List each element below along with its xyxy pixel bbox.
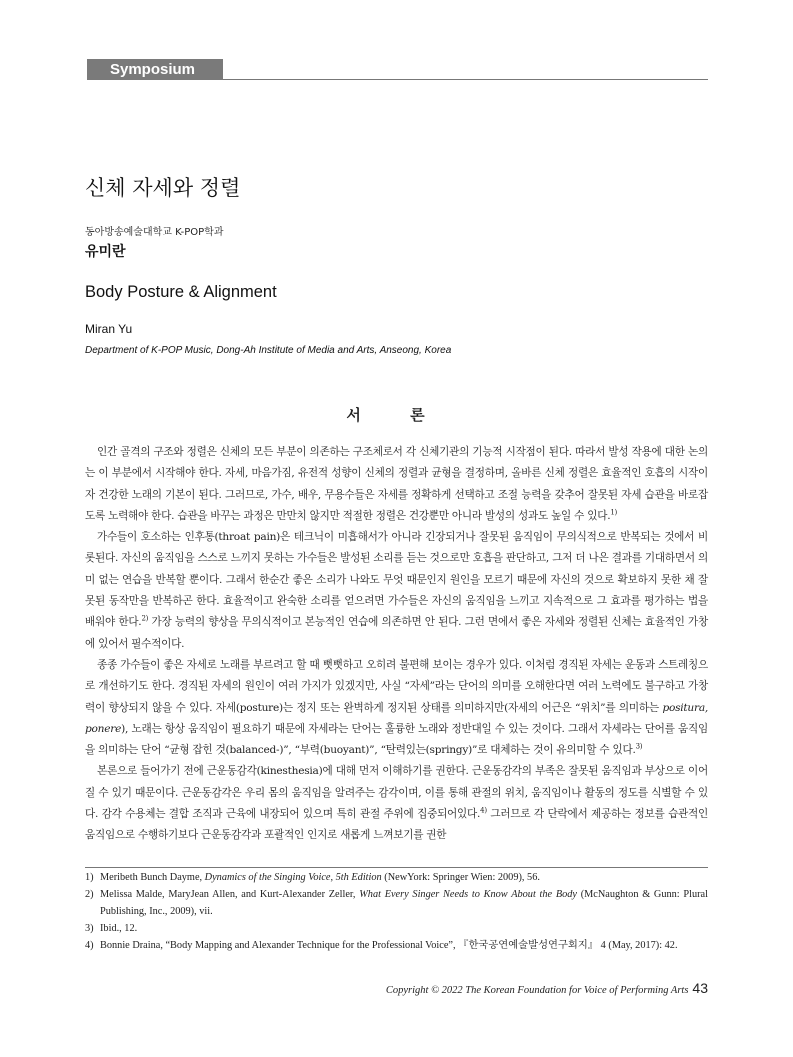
footnotes bbox=[85, 869, 708, 954]
page-footer bbox=[0, 978, 708, 997]
footnote-ref: 4) bbox=[480, 806, 487, 815]
footnote: 3) Ibid., 12. bbox=[85, 923, 138, 934]
footnote-ref: 1) bbox=[610, 508, 618, 517]
page-number: 43 bbox=[692, 980, 708, 996]
body-text bbox=[85, 442, 708, 847]
footnote-ref: 2) bbox=[141, 614, 149, 623]
article-title-en: Body Posture & Alignment bbox=[85, 283, 277, 301]
footnote-ref: 3) bbox=[635, 742, 643, 751]
paragraph: 가수들이 호소하는 인후통(throat pain)은 테크닉이 미흡해서가 아니라 긴장되거나 잘못된 움직임이 무의식적으로 반복되는 것에서 비롯된다. 자신의 움직임을 스스로 느끼지 못하는 가수들은 발성된 소리를 듣는 것으로만 호흡을 판단하고, 그저 더 나은 결과를 기대하면서 의미 없는 연습을 반복할 뿐이다. 그래서 한순간 좋은 소리가 나와도 무엇 때문인지 원인을 모르기 때문에 자신의 것으로 확보하지 못한 채 잘못된 동작만을 반복하곤 한다. 효율적이고 완숙한 소리를 얻으려면 가수들은 자신의 움직임을 느끼고 지속적으로 그 효과를 평가하는 법을 배워야 한다.$^{2)}$ 가장 능력의 향상을 무의식적이고 본능적인 연습에 의존하면 안 된다. 그런 면에서 좋은 자세와 정렬된 신체는 효율적인 가창에 있어서 필수적이다. bbox=[85, 531, 709, 650]
paragraph: 본론으로 들어가기 전에 근운동감각(kinesthesia)에 대해 먼저 이해하기를 권한다. 근운동감각의 부족은 잘못된 움직임과 부상으로 이어질 수 있기 때문이다. 근운동감각은 우리 몸의 움직임을 알려주는 감각이며, 이를 통해 관절의 위치, 움직임이나 활동의 정도를 식별할 수 있다. 감각 수용체는 결합 조직과 근육에 내장되어 있으며 특히 관절 주위에 집중되어있다.$^{4)}$ 그러므로 각 단락에서 제공하는 정보를 습관적인 움직임으로 수행하기보다 근운동감각과 포괄적인 인지로 새롭게 느껴보기를 권한 bbox=[85, 765, 709, 842]
copyright-notice: Copyright © 2022 The Korean Foundation for Voice of Performing Arts bbox=[385, 985, 689, 996]
header-rule bbox=[223, 79, 708, 80]
affiliation-en: Department of K-POP Music, Dong-Ah Institute of Media and Arts, Anseong, Korea bbox=[85, 345, 452, 356]
footnote: 1) Meribeth Bunch Dayme, Dynamics of the Singing Voice, 5th Edition (NewYork: Springer Wien: 2009), 56. bbox=[85, 872, 540, 883]
affiliation-ko: 동아방송예술대학교 K-POP학과 bbox=[85, 227, 224, 238]
author-en: Miran Yu bbox=[85, 322, 133, 336]
article-title-ko: 신체 자세와 정렬 bbox=[85, 176, 241, 200]
section-tab: Symposium bbox=[87, 59, 223, 80]
footnote: 4) Bonnie Draina, “Body Mapping and Alexander Technique for the Professional Voice”, 『한국공연예술발성연구회지』 4 (May, 2017): 42. bbox=[85, 940, 678, 951]
footnote-rule bbox=[85, 867, 708, 868]
footnote: 2) Melissa Malde, MaryJean Allen, and Kurt-Alexander Zeller, What Every Singer Needs to Know About the Body (McNaughton & Gunn: Plural Publishing, Inc., 2009), vii. bbox=[85, 889, 708, 917]
paragraph: 인간 골격의 구조와 정렬은 신체의 모든 부분이 의존하는 구조체로서 각 신체기관의 기능적 시작점이 된다. 따라서 발성 작용에 대한 논의는 이 부분에서 시작해야 한다. 자세, 마음가짐, 유전적 성향이 신체의 정렬과 균형을 결정하며, 올바른 신체 정렬은 효율적인 호흡의 시작이자 건강한 노래의 기본이 된다. 그러므로, 가수, 배우, 무용수들은 자세를 정확하게 선택하고 조절 능력을 갖추어 잘못된 자세 습관을 바로잡도록 노력해야 한다. 습관을 바꾸는 과정은 만만치 않지만 적절한 정렬은 건강뿐만 아니라 발성의 성과도 높일 수 있다.$^{1)}$ bbox=[85, 446, 708, 522]
paragraph: 종종 가수들이 좋은 자세로 노래를 부르려고 할 때 뻣뻣하고 오히려 불편해 보이는 경우가 있다. 이처럼 경직된 자세는 운동과 스트레칭으로 개선하기도 한다. 경직된 자세의 원인이 여러 가지가 있겠지만, 사실 “자세”라는 단어의 의미를 오해한다면 여러 노력에도 불구하고 가창력이 향상되지 않을 수 있다. 자세(posture)는 정지 또는 완벽하게 정지된 상태를 의미하지만(자세의 어근은 “위치”를 의미하는 positura, ponere), 노래는 항상 움직임이 필요하기 때문에 자세라는 단어는 훌륭한 노래와 정반대일 수 있는 것이다. 그래서 자세라는 단어를 움직임을 의미하는 단어 “균형 잡힌 것(balanced-)”, “부력(buoyant)”, “탄력있는(springy)”로 대체하는 것이 유의미할 수 있다.$^{3)}$ bbox=[85, 658, 708, 757]
author-ko: 유미란 bbox=[85, 244, 126, 260]
section-heading: 서 론 bbox=[346, 406, 447, 424]
